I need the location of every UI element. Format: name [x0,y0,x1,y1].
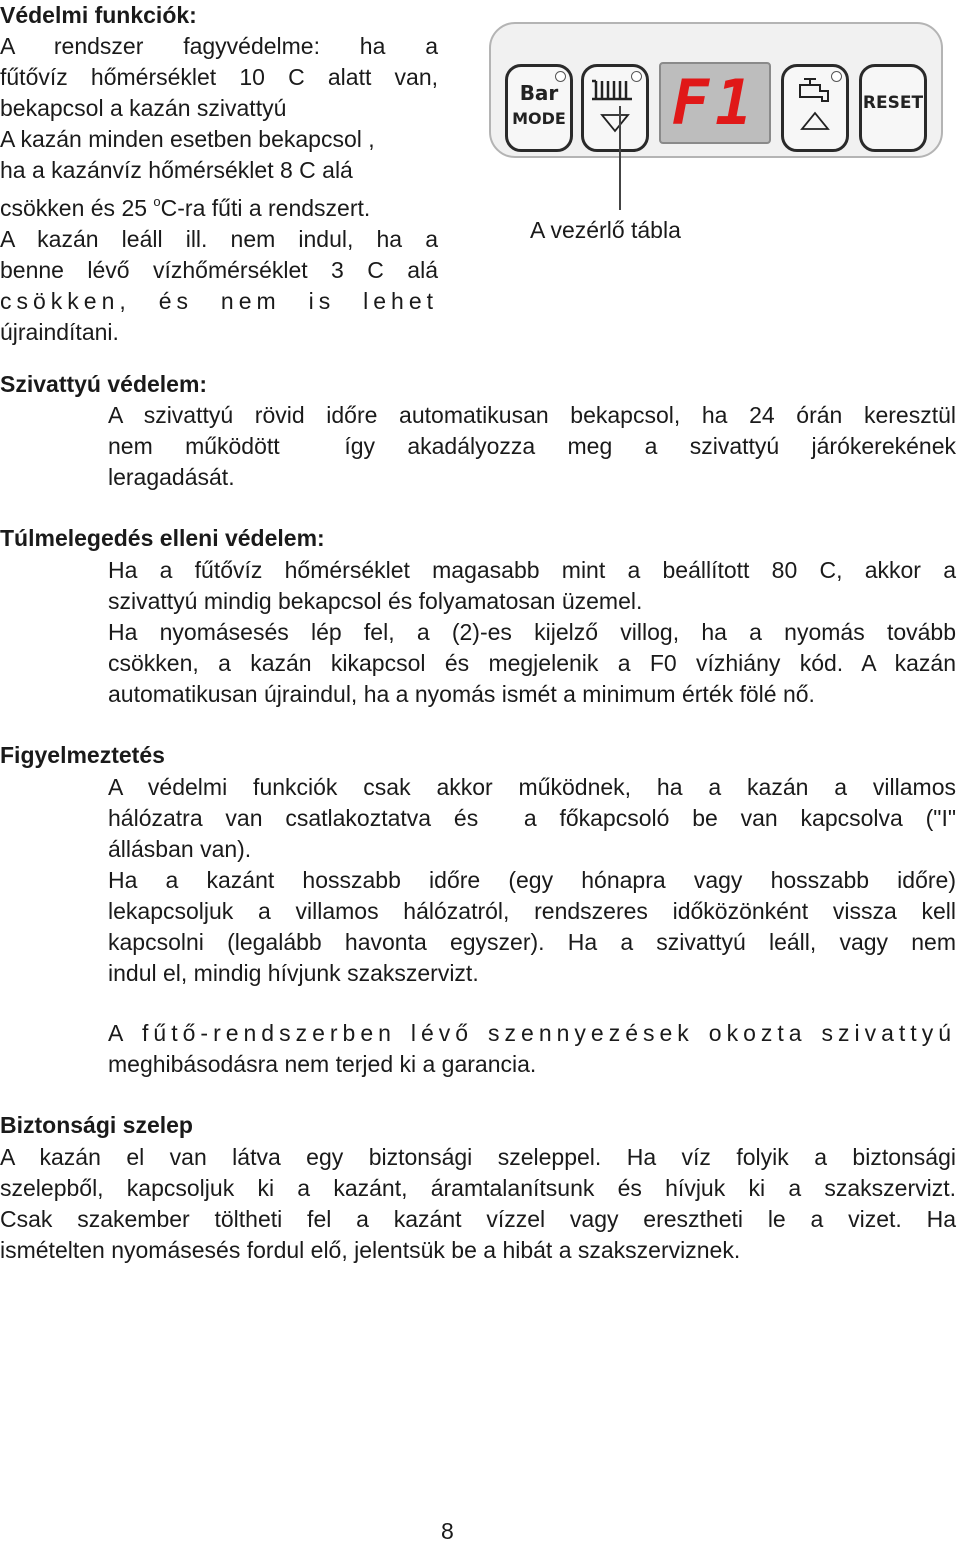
pointer-line [619,106,621,210]
warning-heading: Figyelmeztetés [0,742,165,768]
text-line: nem működött így akadályozza meg a szivattyú járókerekének [108,433,956,459]
text-line: lekapcsoljuk a villamos hálózatról, rendszeres időközönként vissza kell [108,898,956,924]
control-panel-illustration [489,22,941,156]
text-line: A kazán minden esetben bekapcsol , [0,126,375,152]
text-line: újraindítani. [0,319,119,345]
text-line: ismételten nyomásesés fordul elő, jelentsük be a hibát a szakszerviznek. [0,1237,741,1263]
protect-section [0,0,438,348]
text-line: A fűtő-rendszerben lévő szennyezések okozta szivattyú [108,1020,956,1046]
bar-label: Bar [519,81,559,105]
text-line: ha a kazánvíz hőmérséklet 8 C alá [0,157,353,183]
degree-symbol: o [153,194,161,209]
text-line: leragadását. [108,464,235,490]
valve-text [0,1142,956,1266]
text-line: A kazán el van látva egy biztonsági szeleppel. Ha víz folyik a biztonsági [0,1144,956,1170]
indicator-led-icon [631,71,642,82]
display-readout: F1 [671,66,759,139]
reset-label: RESET [862,93,924,113]
indicator-led-icon [831,71,842,82]
bar-mode-button [505,64,573,152]
text-line: meghibásodásra nem terjed ki a garancia. [108,1051,537,1077]
text-line: bekapcsol a kazán szivattyú [0,95,287,121]
text-line: kapcsolni (legalább havonta egyszer). Ha a szivattyú leáll, vagy nem [108,929,956,955]
text-line: szivattyú mindig bekapcsol és folyamatosan üzemel. [108,588,643,614]
dhw-button [781,64,849,152]
digital-display [659,62,771,144]
text-line: Ha a fűtővíz hőmérséklet magasabb mint a beállított 80 C, akkor a [108,557,956,583]
text-line: A szivattyú rövid időre automatikusan bekapcsol, ha 24 órán keresztül [108,402,956,428]
heating-button [581,64,649,152]
text-line: fűtővíz hőmérséklet 10 C alatt van, [0,64,438,90]
mode-label: MODE [512,109,566,128]
valve-heading: Biztonsági szelep [0,1112,193,1138]
text-line [0,186,438,224]
pump-text [108,400,956,493]
control-panel-body [489,22,943,158]
text-line: Ha nyomásesés lép fel, a (2)-es kijelző villog, ha a nyomás tovább [108,619,956,645]
warranty-text [108,1018,956,1080]
overheat-heading: Túlmelegedés elleni védelem: [0,525,325,551]
text-line: Csak szakember töltheti fel a kazánt vízzel vagy eresztheti le a vizet. Ha [0,1206,956,1232]
text-line: automatikusan újraindul, ha a nyomás ismét a minimum érték fölé nő. [108,681,815,707]
text-line: indul el, mindig hívjunk szakszervizt. [108,960,479,986]
overheat-text [108,555,956,710]
reset-button [859,64,927,152]
text-line: A kazán leáll ill. nem indul, ha a [0,226,438,252]
text-line: benne lévő vízhőmérséklet 3 C alá [0,257,438,283]
page-number: 8 [441,1518,454,1544]
text-line: hálózatra van csatlakoztatva és a főkapcsoló be van kapcsolva ("I" [108,805,956,831]
text-line: A rendszer fagyvédelme: ha a [0,33,438,59]
text-line: Ha a kazánt hosszabb időre (egy hónapra vagy hosszabb időre) [108,867,956,893]
text-line: szelepből, kapcsoljuk ki a kazánt, áramtalanítsunk és hívjuk ki a szakszervizt. [0,1175,956,1201]
pump-heading: Szivattyú védelem: [0,371,208,397]
text-fragment: C-ra fűti a rendszert. [160,195,371,221]
text-line: csökken, a kazán kikapcsol és megjelenik a F0 vízhiány kód. A kazán [108,650,956,676]
text-fragment: csökken és 25 [0,195,148,221]
text-line: csökken, és nem is lehet [0,288,438,314]
protect-text [0,31,438,348]
panel-caption: A vezérlő tábla [530,217,681,243]
text-line: állásban van). [108,836,252,862]
protect-heading: Védelmi funkciók: [0,2,197,28]
warning-text [108,772,956,989]
text-line: A védelmi funkciók csak akkor működnek, ha a kazán a villamos [108,774,956,800]
